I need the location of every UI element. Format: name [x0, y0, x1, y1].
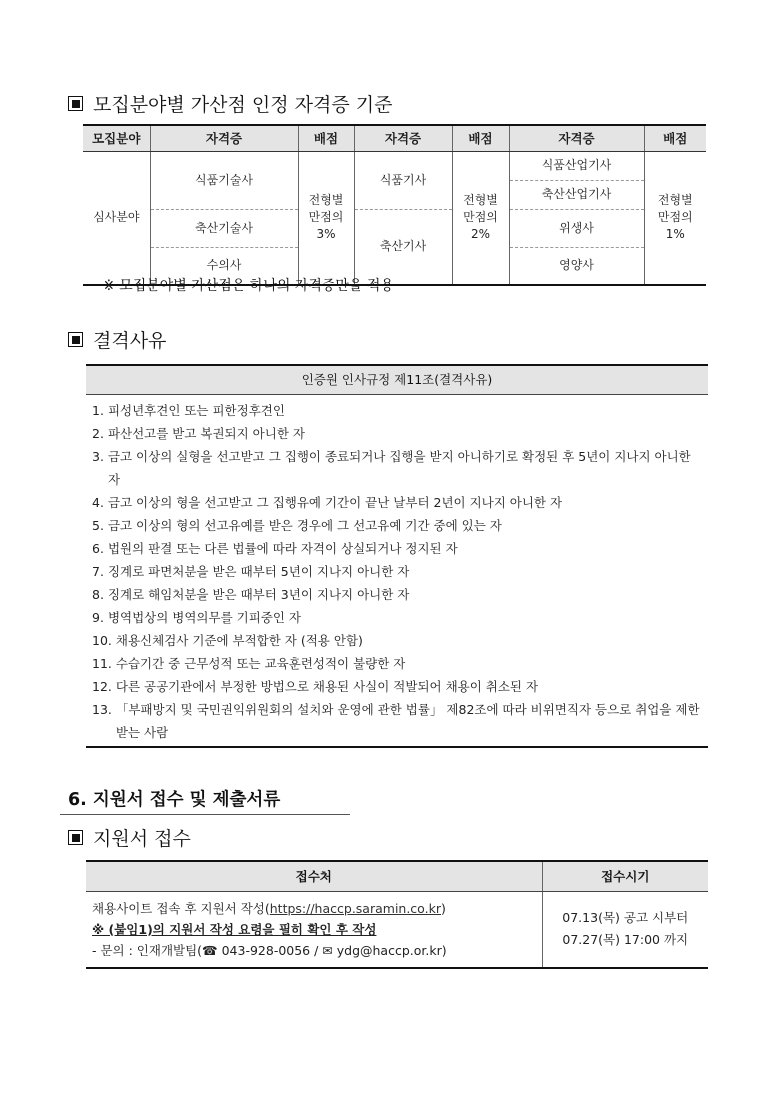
score-line: 만점의	[657, 210, 693, 225]
score-line: 전형별	[463, 193, 498, 208]
item-number: 7.	[92, 564, 104, 579]
score-cell	[298, 151, 354, 285]
item-text: 다른 공공기관에서 부정한 방법으로 채용된 사실이 적발되어 채용이 취소된 자	[115, 679, 539, 694]
cert-cell: 영양사	[509, 247, 644, 285]
list-item	[92, 606, 704, 629]
section-6-heading: 6. 지원서 접수 및 제출서류	[68, 790, 281, 810]
item-number: 12.	[92, 679, 112, 694]
item-text: 금고 이상의 실형을 선고받고 그 집행이 종료되거나 집행을 받지 아니하기로 확정된 후 5년이 지나지 아니한 자	[107, 449, 691, 487]
regulation-header: 인증원 인사규정 제11조(결격사유)	[86, 364, 708, 395]
item-text: 「부패방지 및 국민권익위원회의 설치와 운영에 관한 법률」 제82조에 따라 비위면직자 등으로 취업을 제한 받는 사람	[115, 702, 700, 740]
section-heading-qualification	[68, 90, 392, 117]
score-line: 2%	[470, 227, 491, 242]
item-text: 피성년후견인 또는 피한정후견인	[107, 403, 285, 418]
list-item	[92, 698, 704, 744]
item-number: 5.	[92, 518, 104, 533]
section-title: 모집분야별 가산점 인정 자격증 기준	[93, 94, 393, 116]
list-item	[92, 491, 704, 514]
cert-cell: 축산산업기사	[509, 180, 644, 209]
table-header-row	[83, 125, 706, 151]
application-line	[92, 898, 538, 919]
period-end: 07.27(목) 17:00 까지	[562, 932, 689, 947]
score-cell	[452, 151, 509, 285]
item-number: 2.	[92, 426, 104, 441]
item-text: 수습기간 중 근무성적 또는 교육훈련성적이 불량한 자	[115, 656, 406, 671]
list-item	[92, 422, 704, 445]
qualification-table	[83, 124, 706, 286]
application-period-cell	[542, 891, 708, 968]
list-item	[92, 560, 704, 583]
cert-cell: 식품기술사	[150, 151, 298, 209]
item-number: 11.	[92, 656, 112, 671]
item-text: 채용신체검사 기준에 부적합한 자 (적용 안함)	[115, 633, 363, 648]
cert-cell: 수의사	[150, 247, 298, 285]
application-text: 채용사이트 접속 후 지원서 작성(	[92, 900, 270, 916]
item-text: 파산선고를 받고 복권되지 아니한 자	[107, 426, 305, 441]
application-notice: ※ (붙임1)의 지원서 작성 요령을 필히 확인 후 작성	[92, 921, 377, 937]
section-title: 지원서 접수	[93, 828, 191, 850]
score-line: 3%	[316, 227, 336, 242]
section-title: 결격사유	[93, 330, 167, 352]
score-line: 전형별	[308, 193, 344, 208]
list-item	[92, 399, 704, 422]
col-header: 모집분야	[83, 125, 150, 151]
square-bullet-icon	[68, 96, 83, 111]
table-row	[86, 891, 708, 968]
item-text: 병역법상의 병역의무를 기피중인 자	[107, 610, 301, 625]
section-heading-disqualification	[68, 326, 166, 353]
score-cell	[644, 151, 706, 285]
cert-cell: 축산기술사	[150, 209, 298, 247]
table-header-row	[86, 861, 708, 891]
cert-cell: 식품기사	[354, 151, 452, 209]
period-start: 07.13(목) 공고 시부터	[562, 910, 689, 925]
score-line: 1%	[665, 227, 685, 242]
list-item	[92, 537, 704, 560]
col-header: 자격증	[354, 125, 452, 151]
item-text: 법원의 판결 또는 다른 법률에 따라 자격이 상실되거나 정지된 자	[107, 541, 458, 556]
list-item	[92, 514, 704, 537]
item-text: 징계로 해임처분을 받은 때부터 3년이 지나지 아니한 자	[107, 587, 410, 602]
item-number: 1.	[92, 403, 104, 418]
item-number: 3.	[92, 449, 104, 464]
list-item	[92, 652, 704, 675]
cert-cell: 식품산업기사	[509, 151, 644, 180]
disqualification-list	[86, 396, 708, 748]
score-line: 만점의	[308, 210, 344, 225]
item-number: 9.	[92, 610, 104, 625]
item-text: 금고 이상의 형의 선고유예를 받은 경우에 그 선고유예 기간 중에 있는 자	[107, 518, 502, 533]
col-header: 접수처	[86, 861, 542, 891]
list-item	[92, 675, 704, 698]
item-number: 13.	[92, 702, 112, 717]
item-number: 8.	[92, 587, 104, 602]
list-item	[92, 583, 704, 606]
square-bullet-icon	[68, 332, 83, 347]
col-header: 자격증	[509, 125, 644, 151]
score-line: 만점의	[463, 210, 498, 225]
item-number: 10.	[92, 633, 112, 648]
col-header: 배점	[298, 125, 354, 151]
section-heading-application	[68, 824, 191, 851]
recruit-site-link[interactable]: https://haccp.saramin.co.kr	[269, 900, 441, 916]
square-bullet-icon	[68, 830, 83, 845]
score-line: 전형별	[657, 193, 693, 208]
contact-info: - 문의 : 인재개발팀(☎ 043-928-0056 / ✉ ydg@haccp.or.kr)	[92, 942, 447, 958]
table-note: ※ 모집분야별 가산점은 하나의 자격증만을 적용	[103, 278, 394, 294]
list-item	[92, 629, 704, 652]
item-number: 6.	[92, 541, 104, 556]
col-header: 배점	[452, 125, 509, 151]
col-header: 접수시기	[542, 861, 708, 891]
col-header: 배점	[644, 125, 706, 151]
field-cell: 심사분야	[83, 151, 150, 285]
item-number: 4.	[92, 495, 104, 510]
heading-underline	[60, 814, 350, 815]
application-info-cell	[86, 891, 542, 968]
list-item	[92, 445, 704, 491]
item-text: 징계로 파면처분을 받은 때부터 5년이 지나지 아니한 자	[107, 564, 410, 579]
cert-cell: 축산기사	[354, 209, 452, 285]
col-header: 자격증	[150, 125, 298, 151]
cert-cell: 위생사	[509, 209, 644, 247]
application-table	[86, 860, 708, 969]
item-text: 금고 이상의 형을 선고받고 그 집행유예 기간이 끝난 날부터 2년이 지나지 아니한 자	[107, 495, 563, 510]
application-text: )	[440, 900, 446, 916]
